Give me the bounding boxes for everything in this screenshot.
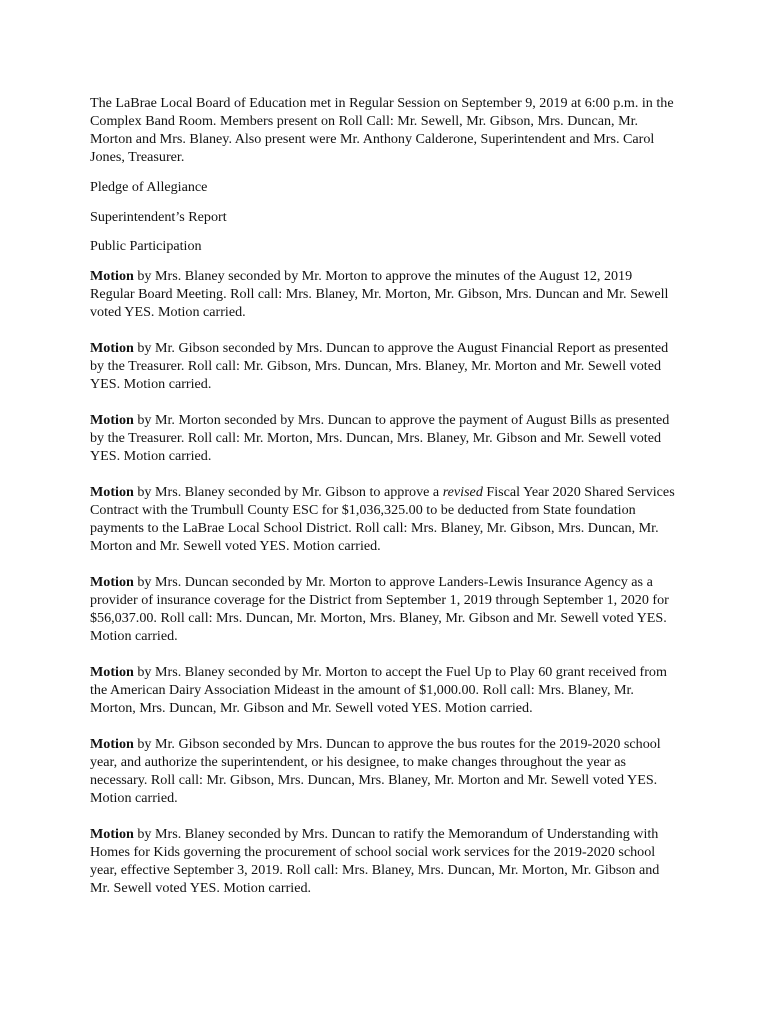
motion-text: by Mrs. Blaney seconded by Mr. Gibson to approve a: [133, 483, 443, 500]
motion-paragraph: [90, 735, 678, 807]
motion-text: by Mrs. Blaney seconded by Mrs. Duncan to ratify the Memorandum of Understanding with Homes for Kids governing the procurement of school social work services for the 2019-2020 school year, effective September 3, 2019. Roll call: Mrs. Blaney, Mrs. Duncan, Mr. Morton, Mr. Gibson and Mr. Sewell voted YES. Motion carried.: [90, 825, 660, 896]
motion-text: by Mrs. Blaney seconded by Mr. Morton to accept the Fuel Up to Play 60 grant received from the American Dairy Association Mideast in the amount of $1,000.00. Roll call: Mrs. Blaney, Mr. Morton, Mrs. Duncan, Mr. Gibson and Mr. Sewell voted YES. Motion carried.: [90, 663, 667, 716]
motion-paragraph: [90, 825, 678, 897]
motion-text: by Mr. Gibson seconded by Mrs. Duncan to approve the bus routes for the 2019-2020 school year, and authorize the superintendent, or his designee, to make changes throughout the year as necessary. Roll call: Mr. Gibson, Mrs. Duncan, Mrs. Blaney, Mr. Morton and Mr. Sewell voted YES. Motion carried.: [90, 735, 661, 806]
motion-paragraph: [90, 573, 678, 645]
motion-italic-text: revised: [442, 483, 483, 500]
motion-paragraph: [90, 267, 678, 321]
motion-paragraph: [90, 483, 678, 555]
motion-label: Motion: [90, 573, 134, 590]
motion-paragraph: [90, 339, 678, 393]
motion-text-continued: Fiscal Year 2020 Shared Services Contract with the Trumbull County ESC for $1,036,325.00 to be deducted from State foundation payments to the LaBrae Local School District. Roll call: Mrs. Blaney, Mr. Gibson, Mrs. Duncan, Mr. Morton and Mr. Sewell voted YES. Motion carried.: [90, 483, 675, 554]
motion-paragraph: [90, 411, 678, 465]
minutes-page: [90, 94, 678, 897]
motion-text: by Mrs. Duncan seconded by Mr. Morton to approve Landers-Lewis Insurance Agency as a provider of insurance coverage for the District from September 1, 2019 through September 1, 2020 for $56,037.00. Roll call: Mrs. Duncan, Mr. Morton, Mrs. Blaney, Mr. Gibson and Mr. Sewell voted YES. Motion carried.: [90, 573, 669, 644]
heading-pledge: Pledge of Allegiance: [90, 179, 208, 195]
motion-label: Motion: [90, 483, 134, 500]
motion-text: by Mr. Gibson seconded by Mrs. Duncan to approve the August Financial Report as presented by the Treasurer. Roll call: Mr. Gibson, Mrs. Duncan, Mrs. Blaney, Mr. Morton and Mr. Sewell voted YES. Motion carried.: [90, 339, 669, 392]
motion-text: by Mr. Morton seconded by Mrs. Duncan to approve the payment of August Bills as presented by the Treasurer. Roll call: Mr. Morton, Mrs. Duncan, Mrs. Blaney, Mr. Gibson and Mr. Sewell voted YES. Motion carried.: [90, 411, 670, 464]
intro-paragraph: The LaBrae Local Board of Education met in Regular Session on September 9, 2019 at 6:00 p.m. in the Complex Band Room. Members present on Roll Call: Mr. Sewell, Mr. Gibson, Mrs. Duncan, Mr. Morton and Mrs. Blaney. Also present were Mr. Anthony Calderone, Superintendent and Mrs. Carol Jones, Treasurer.: [90, 95, 674, 165]
motion-label: Motion: [90, 339, 134, 356]
motion-paragraph: [90, 663, 678, 717]
heading-public-participation: Public Participation: [90, 238, 202, 255]
heading-superintendent-report: Superintendent’s Report: [90, 208, 227, 225]
motion-label: Motion: [90, 267, 134, 284]
motion-label: Motion: [90, 735, 134, 752]
motion-label: Motion: [90, 663, 134, 680]
motion-label: Motion: [90, 411, 134, 428]
motion-text: by Mrs. Blaney seconded by Mr. Morton to approve the minutes of the August 12, 2019 Regular Board Meeting. Roll call: Mrs. Blaney, Mr. Morton, Mr. Gibson, Mrs. Duncan and Mr. Sewell voted YES. Motion carried.: [90, 267, 669, 320]
motion-label: Motion: [90, 825, 134, 842]
